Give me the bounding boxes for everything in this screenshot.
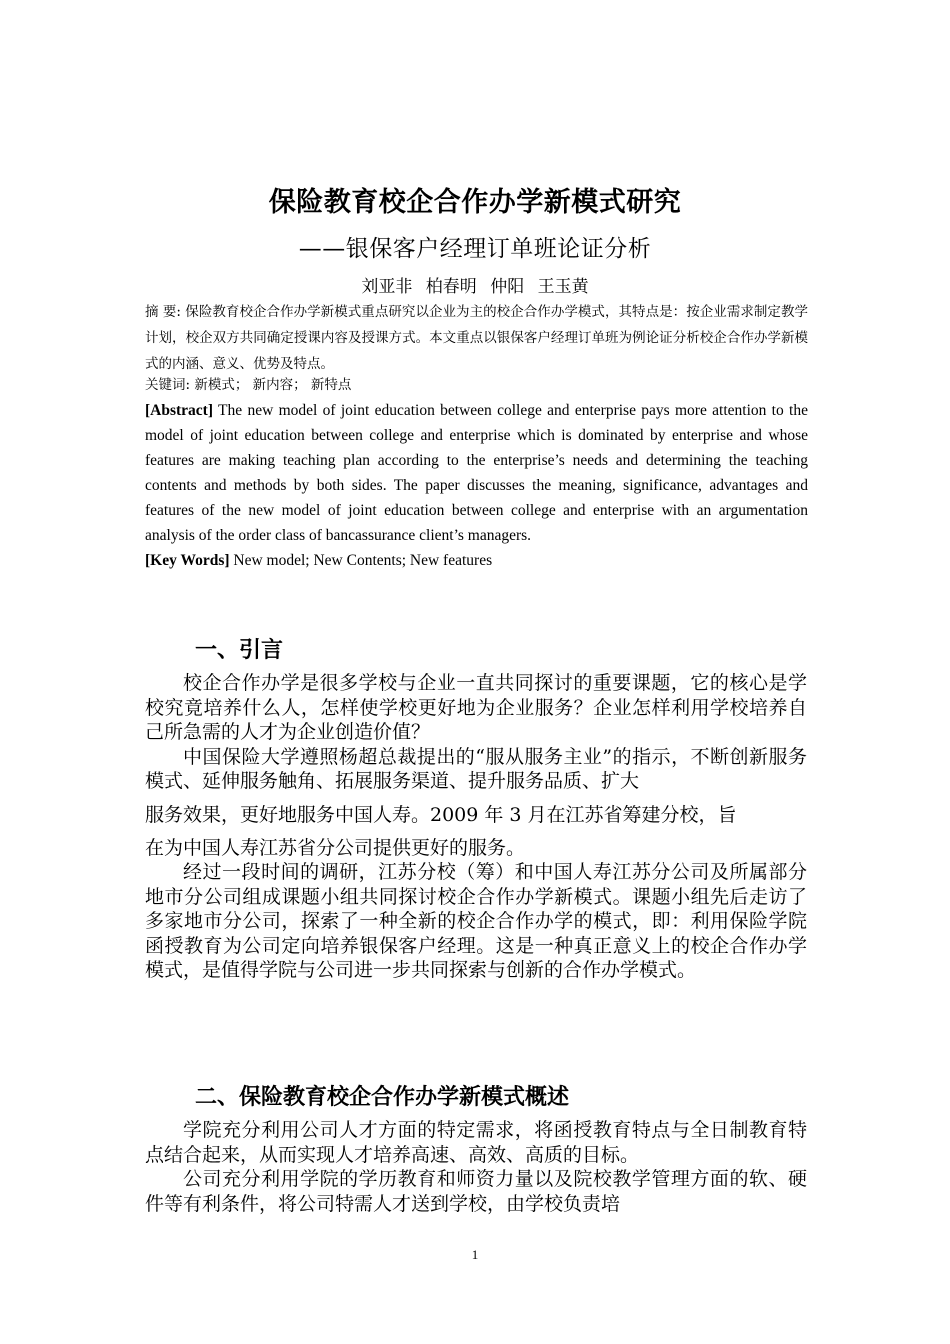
paragraph-continuation: 服务效果，更好地服务中国人寿。2009 年 3 月在江苏省筹建分校，旨 (145, 803, 737, 826)
keywords-chinese (145, 373, 808, 397)
abstract-english (145, 398, 808, 548)
abstract-english-text: The new model of joint education between college and enterprise pays more attention to the model of joint education between college and enterprise which is dominated by enterprise and whose features are making teaching plan according to the enterprise’s needs and determining the teaching contents and methods by both sides. The paper discusses the meaning, significance, advantages and features of the new model of joint education between college and enterprise with an argumentation analysis of the order class of bancassurance client’s managers. (145, 402, 808, 544)
section-overview-body (145, 1118, 807, 1216)
abstract-chinese-text: 保险教育校企合作办学新模式重点研究以企业为主的校企合作办学模式，其特点是：按企业需求制定教学计划，校企双方共同确定授课内容及授课方式。本文重点以银保客户经理订单班为例论证分析校企合作办学新模式的内涵、意义、优势及特点。 (145, 304, 809, 372)
keywords-chinese-label: 关键词: (145, 377, 191, 393)
section-heading-introduction: 一、引言 (195, 638, 284, 663)
paper-subtitle: ——银保客户经理订单班论证分析 (298, 236, 652, 262)
keywords-english-label: [Key Words] (145, 552, 230, 569)
paragraph: 经过一段时间的调研，江苏分校（筹）和中国人寿江苏分公司及所属部分地市分公司组成课题小组共同探讨校企合作办学新模式。课题小组先后走访了多家地市分公司，探索了一种全新的校企合作办学的模式，即：利用保险学院函授教育为公司定向培养银保客户经理。这是一种真正意义上的校企合作办学模式，是值得学院与公司进一步共同探索与创新的合作办学模式。 (145, 861, 807, 981)
keywords-english-text: New model; New Contents; New features (229, 552, 493, 569)
paragraph: 学院充分利用公司人才方面的特定需求，将函授教育特点与全日制教育特点结合起来，从而实现人才培养高速、高效、高质的目标。 (145, 1119, 807, 1166)
paragraph: 校企合作办学是很多学校与企业一直共同探讨的重要课题，它的核心是学校究竟培养什么人，怎样使学校更好地为企业服务？企业怎样利用学校培养自己所急需的人才为企业创造价值？ (145, 672, 807, 743)
keywords-english (145, 548, 808, 573)
page-number: 1 (471, 1247, 479, 1262)
paper-authors: 刘亚非 柏春明 仲阳 王玉黄 (361, 277, 589, 297)
paragraph: 公司充分利用学院的学历教育和师资力量以及院校教学管理方面的软、硬件等有利条件，将公司特需人才送到学校，由学校负责培 (145, 1168, 807, 1215)
section-introduction-body (145, 671, 807, 983)
abstract-chinese (145, 299, 808, 377)
abstract-english-label: [Abstract] (145, 402, 214, 419)
paragraph-continuation: 在为中国人寿江苏省分公司提供更好的服务。 (145, 836, 526, 859)
paper-title: 保险教育校企合作办学新模式研究 (268, 187, 682, 218)
section-heading-overview: 二、保险教育校企合作办学新模式概述 (195, 1085, 570, 1110)
abstract-chinese-label: 摘 要: (145, 304, 181, 320)
paragraph: 中国保险大学遵照杨超总裁提出的“服从服务主业”的指示，不断创新服务模式、延伸服务触角、拓展服务渠道、提升服务品质、扩大 (145, 745, 807, 792)
keywords-chinese-text: 新模式； 新内容； 新特点 (190, 377, 352, 393)
